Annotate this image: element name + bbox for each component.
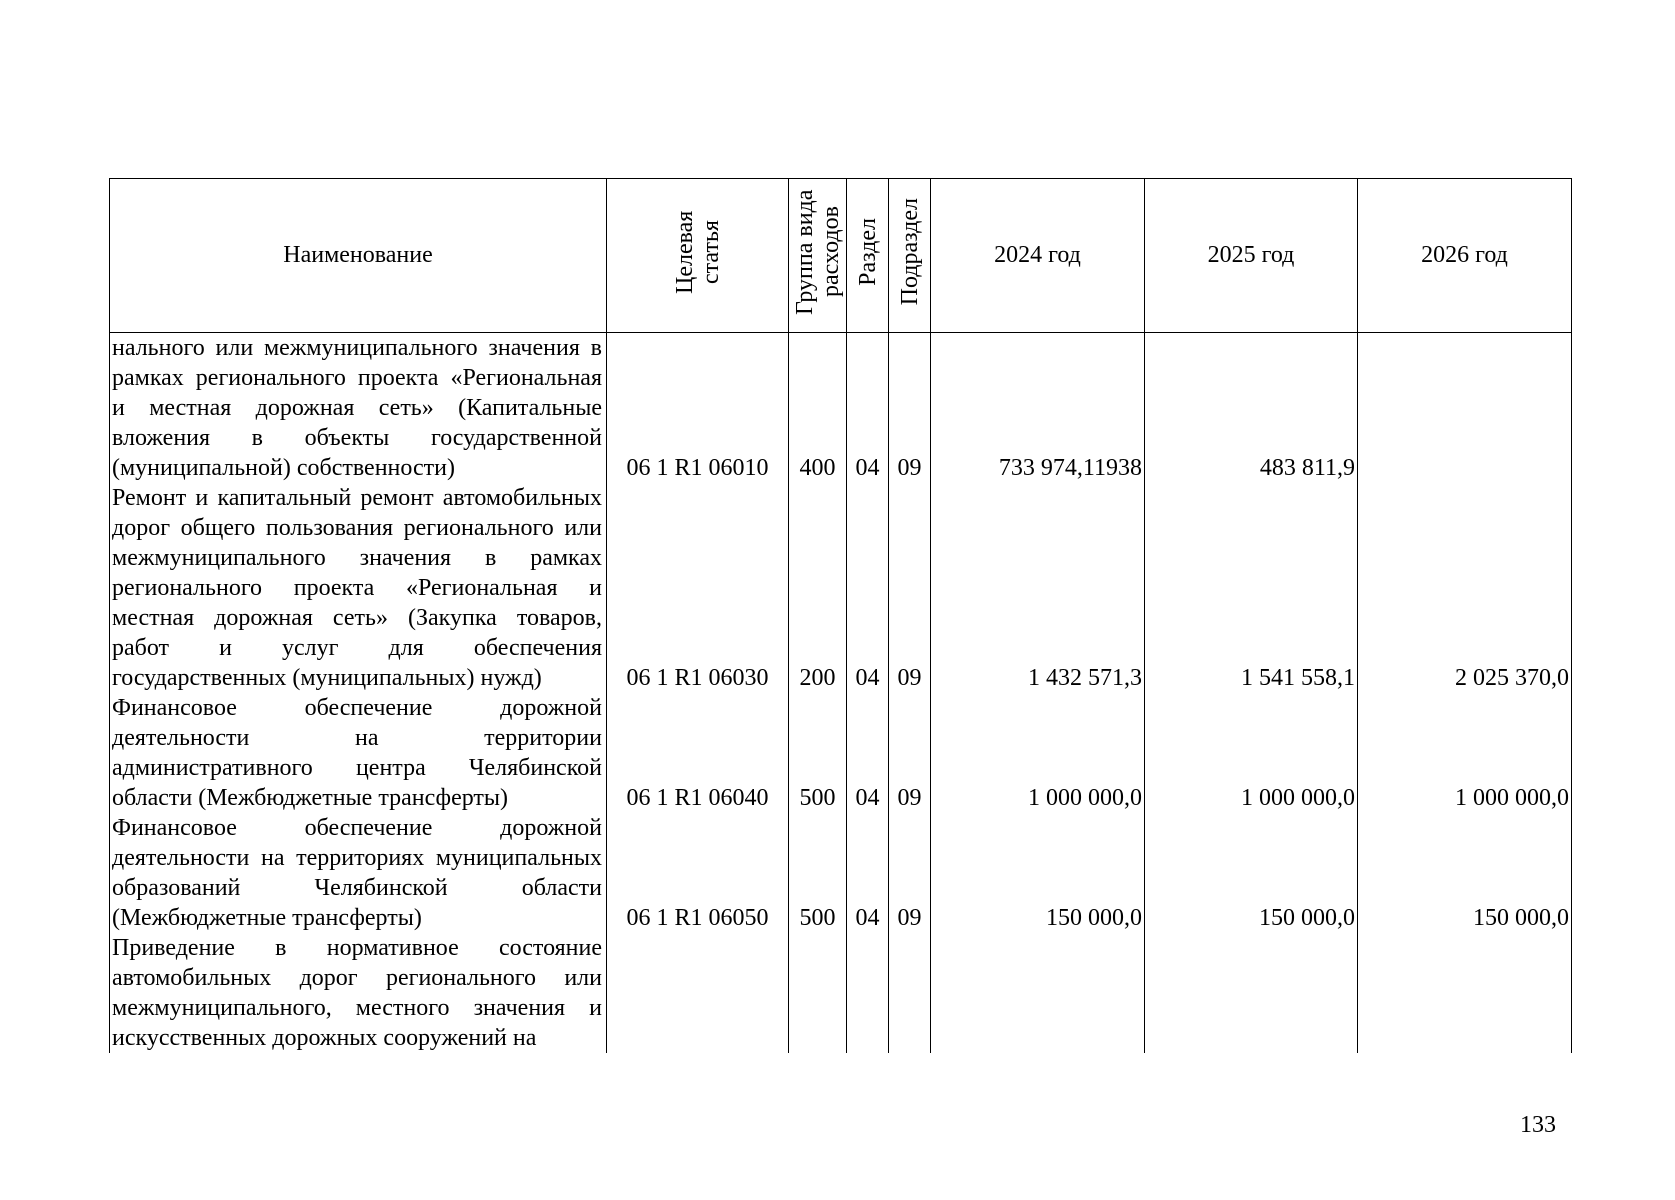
row-2025: 483 811,9 [1145,333,1358,484]
row-section: 04 [847,693,889,813]
row-expense-group: 200 [789,483,847,693]
row-2026: 1 000 000,0 [1358,693,1572,813]
row-expense-group: 500 [789,813,847,933]
row-subsection [889,933,931,1053]
row-target-article: 06 1 R1 06010 [607,333,789,484]
row-subsection: 09 [889,813,931,933]
row-name: Финансовое обеспечение дорожной деятельности на территории административного центра Челябинской области (Межбюджетные трансферты) [110,693,607,813]
row-name: Ремонт и капитальный ремонт автомобильных дорог общего пользования регионального или межмуниципального значения в рамках регионального проекта «Региональная и местная дорожная сеть» (Закупка товаров, работ и услуг для обеспечения государственных (муниципальных) нужд) [110,483,607,693]
row-subsection: 09 [889,483,931,693]
row-2026 [1358,933,1572,1053]
table-row [110,693,1572,813]
header-2024: 2024 год [931,179,1145,333]
row-2026: 150 000,0 [1358,813,1572,933]
row-subsection: 09 [889,333,931,484]
header-target-article: Целевая статья [607,179,789,333]
row-2026 [1358,333,1572,484]
header-row [110,179,1572,333]
row-2025: 1 000 000,0 [1145,693,1358,813]
table-row [110,813,1572,933]
row-section: 04 [847,813,889,933]
row-2024: 150 000,0 [931,813,1145,933]
table-row [110,933,1572,1053]
row-section: 04 [847,333,889,484]
row-target-article: 06 1 R1 06040 [607,693,789,813]
row-target-article: 06 1 R1 06050 [607,813,789,933]
row-target-article [607,933,789,1053]
row-section: 04 [847,483,889,693]
row-2024: 1 000 000,0 [931,693,1145,813]
row-2024 [931,933,1145,1053]
row-2025: 150 000,0 [1145,813,1358,933]
row-2026: 2 025 370,0 [1358,483,1572,693]
row-2024: 1 432 571,3 [931,483,1145,693]
row-2025: 1 541 558,1 [1145,483,1358,693]
row-expense-group [789,933,847,1053]
row-2024: 733 974,11938 [931,333,1145,484]
row-expense-group: 400 [789,333,847,484]
table-row [110,333,1572,484]
page-number: 133 [1520,1112,1556,1138]
row-name: Приведение в нормативное состояние автомобильных дорог регионального или межмуниципального, местного значения и искусственных дорожных сооружений на [110,933,607,1053]
header-subsection: Подраздел [889,179,931,333]
row-section [847,933,889,1053]
row-2025 [1145,933,1358,1053]
header-2025: 2025 год [1145,179,1358,333]
header-name: Наименование [110,179,607,333]
row-name: нального или межмуниципального значения в рамках регионального проекта «Региональная и местная дорожная сеть» (Капитальные вложения в объекты государственной (муниципальной) собственности) [110,333,607,484]
header-expense-group: Группа вида расходов [789,179,847,333]
row-target-article: 06 1 R1 06030 [607,483,789,693]
row-expense-group: 500 [789,693,847,813]
row-name: Финансовое обеспечение дорожной деятельности на территориях муниципальных образований Челябинской области (Межбюджетные трансферты) [110,813,607,933]
row-subsection: 09 [889,693,931,813]
header-section: Раздел [847,179,889,333]
table-row [110,483,1572,693]
header-2026: 2026 год [1358,179,1572,333]
budget-table [109,178,1572,1053]
